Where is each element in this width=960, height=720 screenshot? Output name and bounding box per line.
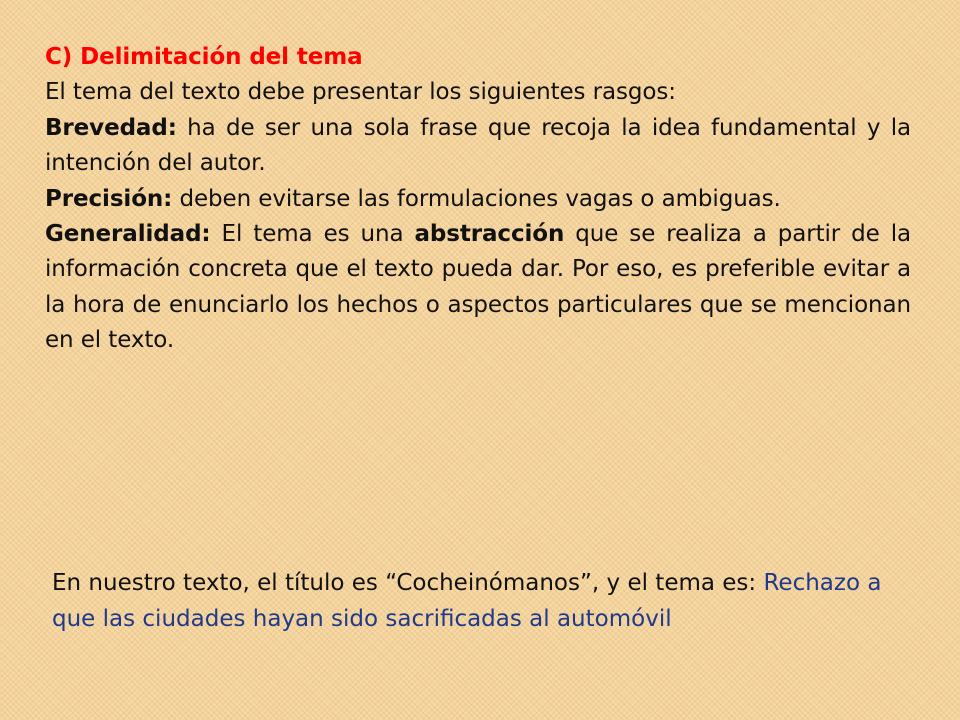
trait-generalidad [45,217,911,359]
trait-emphasis: abstracción [414,221,565,248]
trait-text-after: que se realiza a partir de la información concreta que el texto pueda dar. Por eso, es preferible evitar a la hora de enunciarlo los hechos o aspectos particulares que se mencionan en el texto. [45,221,911,354]
trait-text: deben evitarse las formulaciones vagas o ambiguas. [172,185,781,212]
section-heading: C) Delimitación del tema [45,44,363,70]
example-lead: En nuestro texto, el título es “Cocheinómanos”, y el tema es: [52,570,764,596]
example-box [52,565,912,637]
example-answer: Rechazo a que las ciudades hayan sido sacrificadas al automóvil [52,570,882,632]
trait-precision [45,182,911,217]
trait-term: Brevedad: [45,114,177,141]
trait-brevedad [45,111,911,182]
trait-term: Precisión: [45,185,173,212]
intro-text: El tema del texto debe presentar los siguientes rasgos: [45,79,676,106]
slide-body [45,40,911,359]
example-text [52,565,912,637]
trait-text: ha de ser una sola frase que recoja la idea fundamental y la intención del autor. [45,114,911,177]
trait-text-before: El tema es una [210,221,415,248]
trait-term: Generalidad: [45,221,211,248]
